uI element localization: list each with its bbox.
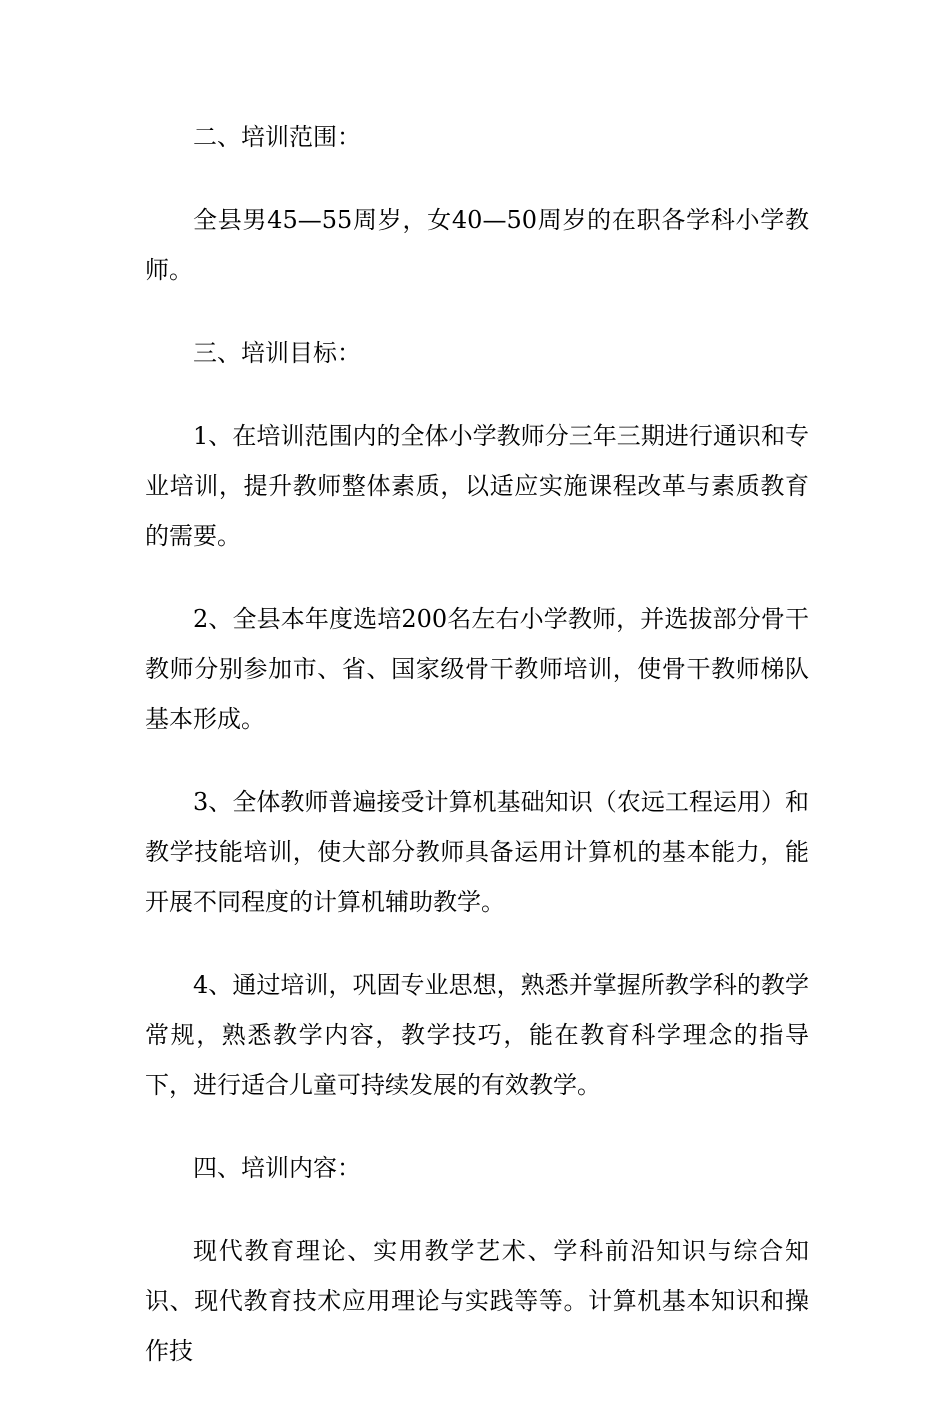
paragraph-goal-3: 3、全体教师普遍接受计算机基础知识（农远工程运用）和教学技能培训，使大部分教师具备运用计算机的基本能力，能开展不同程度的计算机辅助教学。 [145,788,809,916]
document-body [145,112,809,1409]
section-heading-goals: 三、培训目标： [193,339,361,367]
paragraph-content: 现代教育理论、实用教学艺术、学科前沿知识与综合知识、现代教育技术应用理论与实践等等。计算机基本知识和操作技 [145,1237,809,1365]
paragraph-goal-1: 1、在培训范围内的全体小学教师分三年三期进行通识和专业培训，提升教师整体素质，以适应实施课程改革与素质教育的需要。 [145,422,809,550]
section-heading-scope: 二、培训范围： [193,123,361,151]
paragraph-goal-4: 4、通过培训，巩固专业思想，熟悉并掌握所教学科的教学常规，熟悉教学内容，教学技巧，能在教育科学理念的指导下，进行适合儿童可持续发展的有效教学。 [145,971,809,1099]
paragraph-scope: 全县男45—55周岁，女40—50周岁的在职各学科小学教师。 [145,206,809,284]
section-heading-content: 四、培训内容： [193,1154,361,1182]
paragraph-goal-2: 2、全县本年度选培200名左右小学教师，并选拔部分骨干教师分别参加市、省、国家级骨干教师培训，使骨干教师梯队基本形成。 [145,605,809,733]
